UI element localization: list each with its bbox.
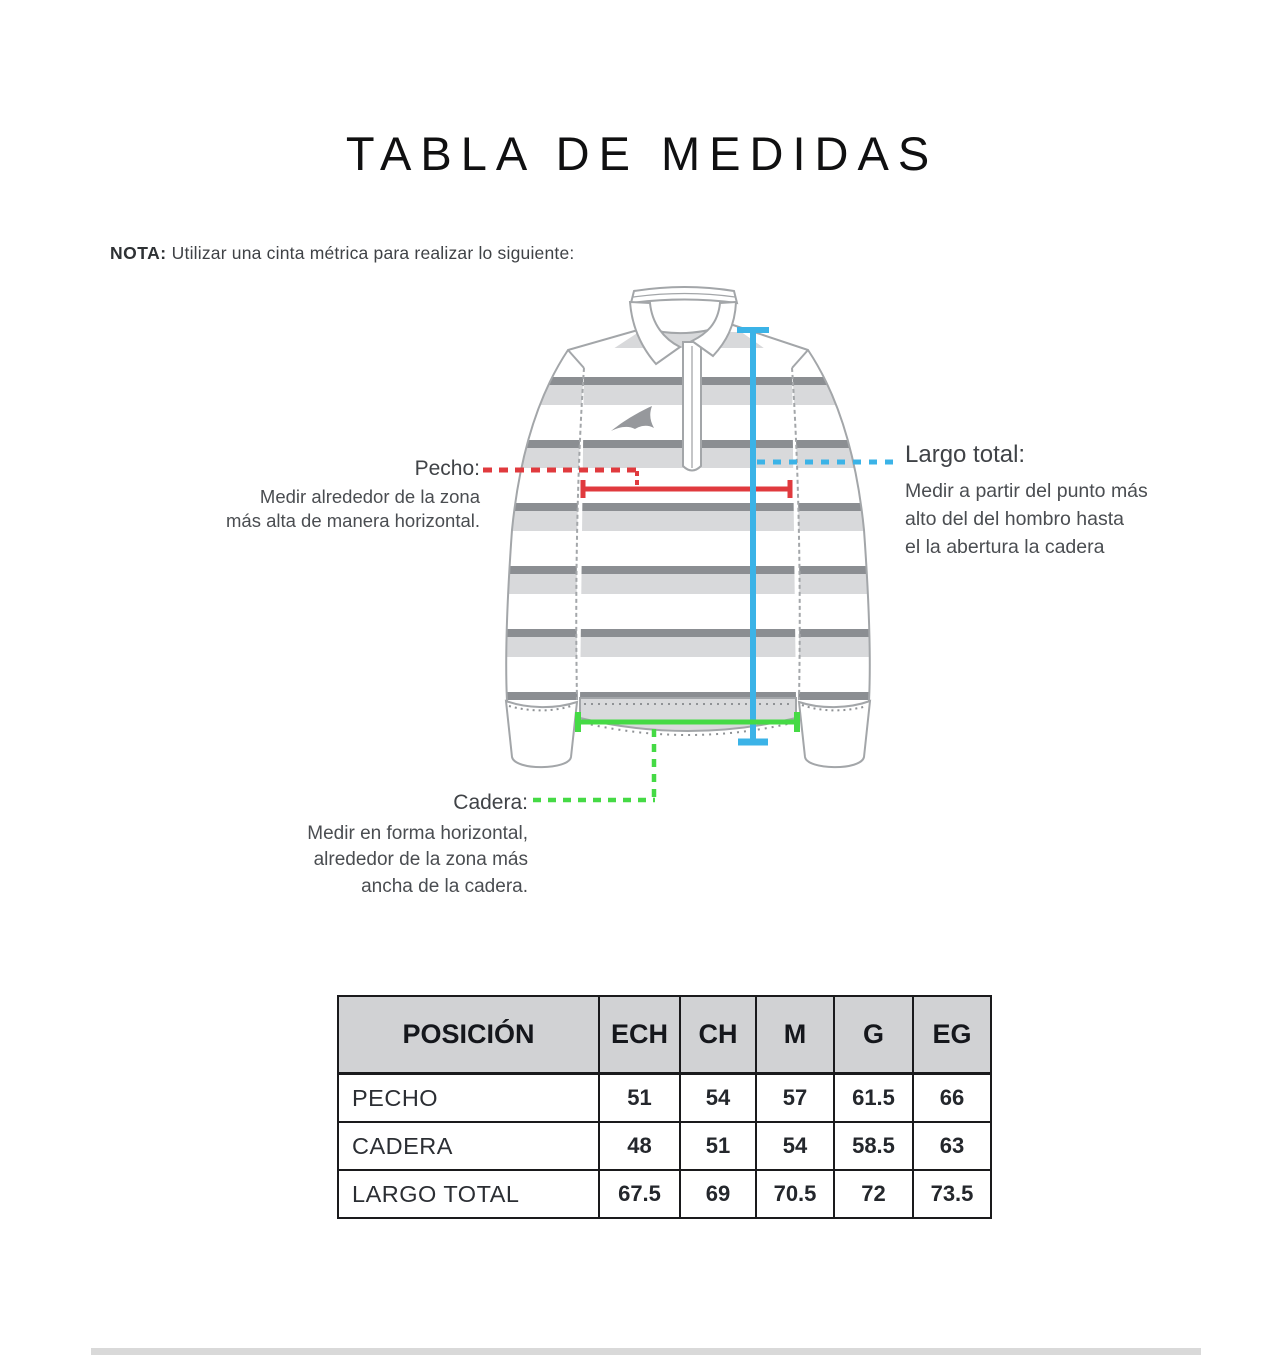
pecho-desc-line: más alta de manera horizontal. <box>226 510 480 531</box>
bottom-divider <box>91 1348 1201 1355</box>
size-value-cell: 54 <box>756 1122 834 1170</box>
largo-total-annotation <box>905 441 1155 561</box>
cadera-desc-line: alrededor de la zona más <box>313 849 528 870</box>
cadera-desc-line: ancha de la cadera. <box>361 875 528 897</box>
column-header-eg: EG <box>913 996 991 1074</box>
size-value-cell: 48 <box>599 1122 680 1170</box>
size-value-cell: 58.5 <box>834 1122 913 1170</box>
size-value-cell: 72 <box>834 1170 913 1218</box>
size-value-cell: 51 <box>680 1122 756 1170</box>
table-row-pecho <box>338 1074 991 1123</box>
size-table <box>337 995 992 1219</box>
size-value-cell: 69 <box>680 1170 756 1218</box>
size-value-cell: 54 <box>680 1074 756 1123</box>
note-text <box>110 243 574 264</box>
column-header-m: M <box>756 996 834 1074</box>
cadera-desc-line: Medir en forma horizontal, <box>307 822 528 844</box>
column-header-posicion: POSICIÓN <box>338 996 599 1074</box>
size-value-cell: 67.5 <box>599 1170 680 1218</box>
column-header-g: G <box>834 996 913 1074</box>
pecho-desc-line: Medir alrededor de la zona <box>259 486 480 507</box>
cadera-annotation <box>228 790 528 900</box>
pecho-label: Pecho: <box>414 457 480 480</box>
size-value-cell: 51 <box>599 1074 680 1123</box>
table-row-largo-total <box>338 1170 991 1218</box>
size-value-cell: 57 <box>756 1074 834 1123</box>
note-body: Utilizar una cinta métrica para realizar lo siguiente: <box>171 243 575 263</box>
largo-total-label: Largo total: <box>905 441 1026 468</box>
shirt-hem <box>580 698 796 735</box>
size-table-header-row <box>338 996 991 1074</box>
size-value-cell: 63 <box>913 1122 991 1170</box>
cadera-label: Cadera: <box>453 791 528 814</box>
largo-desc-line: el la abertura la cadera <box>905 536 1105 558</box>
largo-desc-line: alto del del hombro hasta <box>905 508 1124 530</box>
column-header-ech: ECH <box>599 996 680 1074</box>
row-label: PECHO <box>338 1074 599 1123</box>
row-label: CADERA <box>338 1122 599 1170</box>
note-label: NOTA: <box>110 243 167 263</box>
size-value-cell: 73.5 <box>913 1170 991 1218</box>
table-row-cadera <box>338 1122 991 1170</box>
row-label: LARGO TOTAL <box>338 1170 599 1218</box>
column-header-ch: CH <box>680 996 756 1074</box>
size-value-cell: 70.5 <box>756 1170 834 1218</box>
pecho-annotation <box>200 457 480 533</box>
largo-desc-line: Medir a partir del punto más <box>905 480 1148 502</box>
size-value-cell: 61.5 <box>834 1074 913 1123</box>
size-value-cell: 66 <box>913 1074 991 1123</box>
page-title: TABLA DE MEDIDAS <box>345 127 939 180</box>
